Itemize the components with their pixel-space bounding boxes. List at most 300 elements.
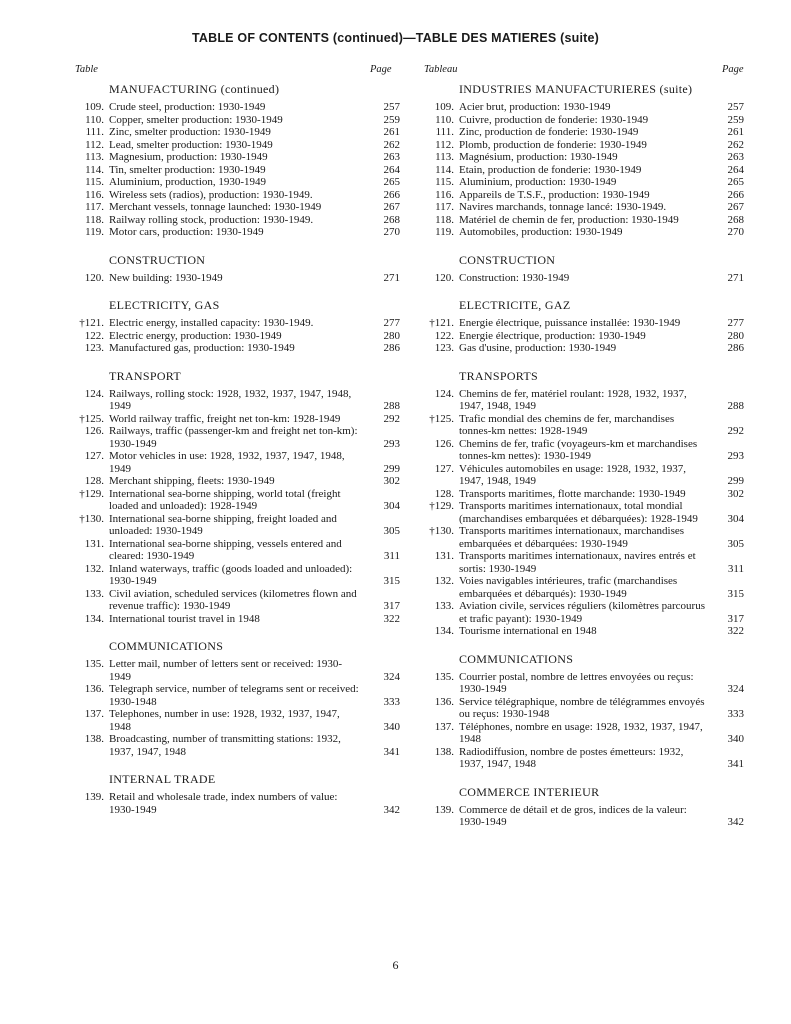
entry-page-number: 311: [383, 550, 400, 562]
entry-title: [109, 733, 364, 758]
section-heading: CONSTRUCTION: [109, 252, 206, 267]
entry-title: [109, 450, 364, 475]
entry-title-text: Etain, production de fonderie: 1930-1949: [459, 163, 642, 176]
entry-page-number: 259: [383, 113, 400, 126]
entry-number: 118.: [85, 213, 104, 226]
entry-title: [109, 189, 364, 202]
entry-title-text: Wireless sets (radios), production: 1930-1949.: [109, 188, 313, 201]
entry-title-text: International tourist travel in 1948: [109, 612, 260, 625]
toc-entry[interactable]: [428, 101, 744, 114]
toc-entry[interactable]: [78, 388, 400, 413]
entry-title-text: Telephones, number in use: 1928, 1932, 1937, 1947, 1948: [109, 708, 340, 733]
entry-page-number: 257: [727, 101, 744, 113]
toc-entry[interactable]: [428, 164, 744, 177]
toc-entry[interactable]: [428, 413, 744, 438]
entry-title-text: New building: 1930-1949: [109, 271, 223, 284]
right-page-label: Page: [722, 64, 744, 75]
entry-title-text: Zinc, production de fonderie: 1930-1949: [459, 126, 639, 138]
entry-number: 116.: [435, 188, 454, 201]
entry-title-text: Automobiles, production: 1930-1949: [459, 226, 623, 238]
toc-entry[interactable]: [428, 463, 744, 488]
entry-title-text: Civil aviation, scheduled services (kilometres flown and revenue traffic): 1930-1949: [109, 587, 357, 612]
entry-title: [459, 696, 708, 721]
toc-entry[interactable]: [78, 101, 400, 114]
entry-page-number: 340: [383, 720, 400, 733]
toc-entry[interactable]: [428, 139, 744, 152]
entry-title: [109, 563, 364, 588]
entry-title: [459, 317, 708, 330]
section-heading: ELECTRICITY, GAS: [109, 298, 220, 312]
entry-page-number: 261: [383, 126, 400, 138]
toc-entry[interactable]: [78, 683, 400, 708]
toc-entry[interactable]: [78, 342, 400, 355]
entry-title-text: World railway traffic, freight net ton-km: 1928-1949: [109, 412, 341, 425]
entry-title-text: Plomb, production de fonderie: 1930-1949: [459, 138, 647, 151]
entry-page-number: 262: [383, 138, 400, 151]
entry-page-number: 324: [383, 670, 400, 683]
entry-title-text: Railways, rolling stock: 1928, 1932, 1937, 1947, 1948, 1949: [109, 387, 352, 412]
entry-page-number: 264: [727, 163, 744, 176]
entry-title-text: Transports maritimes internationaux, marchandises embarquées et débarquées: 1930-1949: [459, 525, 685, 550]
entry-title: [109, 114, 364, 127]
entry-title: [459, 214, 708, 227]
entry-title-text: Retail and wholesale trade, index numbers of value: 1930-1949: [109, 791, 338, 816]
left-column-label: Table: [75, 64, 98, 75]
entry-title: [459, 550, 708, 575]
entry-number: 112.: [435, 138, 454, 151]
toc-entry[interactable]: [78, 201, 400, 214]
entry-page-number: 263: [727, 151, 744, 163]
entry-title: [109, 588, 364, 613]
toc-entry[interactable]: [78, 613, 400, 626]
toc-entry[interactable]: [78, 425, 400, 450]
left-page-label: Page: [370, 64, 392, 75]
entry-title: [459, 746, 708, 771]
toc-section: [428, 785, 744, 829]
entry-number: 127.: [434, 462, 454, 475]
entry-title-text: Railway rolling stock, production: 1930-1949.: [109, 213, 314, 226]
entry-title-text: Merchant shipping, fleets: 1930-1949: [109, 475, 275, 487]
entry-title: [109, 658, 364, 683]
section-heading: TRANSPORTS: [459, 368, 538, 383]
toc-entry[interactable]: [428, 189, 744, 202]
entry-number: †130.: [79, 512, 104, 525]
entry-page-number: 277: [727, 317, 744, 329]
entry-page-number: 265: [383, 176, 400, 188]
toc-entry[interactable]: [78, 513, 400, 538]
entry-page-number: 277: [383, 317, 400, 329]
toc-entry[interactable]: [428, 721, 744, 746]
entry-number: 109.: [84, 101, 104, 113]
entry-title: [459, 139, 708, 152]
entry-title-text: Manufactured gas, production: 1930-1949: [109, 342, 295, 354]
toc-section: [78, 639, 400, 758]
entry-page-number: 304: [383, 500, 400, 512]
entry-number: †121.: [79, 317, 104, 329]
entry-page-number: 333: [383, 695, 400, 708]
entry-title: [109, 413, 364, 426]
section-heading: ELECTRICITE, GAZ: [459, 298, 571, 312]
entry-title-text: Commerce de détail et de gros, indices de la valeur: 1930-1949: [459, 803, 687, 828]
entry-title-text: Gas d'usine, production: 1930-1949: [459, 342, 617, 354]
french-column: [428, 82, 744, 843]
entry-page-number: 286: [383, 342, 400, 354]
toc-entry[interactable]: [428, 226, 744, 239]
entry-title: [459, 126, 708, 139]
entry-title: [459, 101, 708, 114]
toc-section: [78, 253, 400, 285]
entry-title: [109, 126, 364, 139]
entry-page-number: 268: [383, 213, 400, 226]
toc-entry[interactable]: [78, 330, 400, 343]
entry-page-number: 340: [727, 733, 744, 745]
entry-title: [459, 671, 708, 696]
entry-title: [109, 101, 364, 114]
entry-page-number: 341: [383, 745, 400, 758]
entry-page-number: 315: [383, 575, 400, 587]
entry-number: 133.: [84, 587, 104, 600]
entry-number: 127.: [84, 450, 104, 462]
section-heading: TRANSPORT: [109, 368, 181, 383]
entry-page-number: 288: [727, 400, 744, 412]
entry-title-text: Merchant vessels, tonnage launched: 1930-1949: [109, 201, 322, 213]
entry-number: 124.: [434, 387, 454, 400]
entry-page-number: 317: [383, 600, 400, 612]
toc-entry[interactable]: [78, 413, 400, 426]
entry-page-number: 293: [727, 450, 744, 462]
entry-title: [459, 463, 708, 488]
entry-number: 136.: [434, 695, 454, 708]
entry-title: [459, 272, 708, 285]
entry-number: 111.: [435, 126, 454, 138]
entry-number: †129.: [79, 487, 104, 500]
entry-page-number: 333: [727, 708, 744, 720]
entry-title-text: Electric energy, production: 1930-1949: [109, 329, 282, 342]
entry-title-text: Véhicules automobiles en usage: 1928, 1932, 1937, 1947, 1948, 1949: [459, 462, 686, 487]
toc-section: [428, 369, 744, 638]
toc-entry[interactable]: [428, 671, 744, 696]
toc-section: [428, 82, 744, 239]
entry-number: 119.: [435, 226, 454, 238]
entry-page-number: 305: [383, 525, 400, 537]
toc-entry[interactable]: [428, 317, 744, 330]
entry-page-number: 264: [383, 163, 400, 176]
entry-title-text: Telegraph service, number of telegrams sent or received: 1930-1948: [109, 683, 359, 708]
entry-title: [109, 425, 364, 450]
entry-title-text: Magnesium, production: 1930-1949: [109, 151, 268, 163]
entry-number: 113.: [85, 151, 104, 163]
entry-page-number: 322: [383, 612, 400, 625]
toc-entry[interactable]: [428, 696, 744, 721]
entry-title-text: Acier brut, production: 1930-1949: [459, 101, 611, 113]
entry-number: 110.: [85, 113, 104, 126]
toc-entry[interactable]: [78, 791, 400, 816]
entry-number: 135.: [84, 658, 104, 670]
entry-title: [109, 176, 364, 189]
entry-title-text: Zinc, smelter production: 1930-1949: [109, 126, 271, 138]
entry-title-text: Transports maritimes internationaux, total mondial (marchandises embarquées et débarquées): 1928-1949: [459, 500, 698, 525]
toc-entry[interactable]: [78, 538, 400, 563]
section-heading: CONSTRUCTION: [459, 252, 556, 267]
entry-title-text: International sea-borne shipping, vessels entered and cleared: 1930-1949: [109, 537, 342, 562]
entry-title-text: Inland waterways, traffic (goods loaded and unloaded): 1930-1949: [109, 562, 353, 587]
toc-section: [78, 82, 400, 239]
entry-number: 113.: [435, 151, 454, 163]
entry-title: [459, 201, 708, 214]
entry-number: 137.: [84, 708, 104, 720]
entry-page-number: 304: [727, 512, 744, 525]
section-heading: COMMUNICATIONS: [459, 651, 574, 666]
section-heading: COMMERCE INTERIEUR: [459, 784, 600, 799]
entry-number: 112.: [85, 138, 104, 151]
entry-page-number: 270: [727, 226, 744, 238]
toc-entry[interactable]: [428, 438, 744, 463]
entry-title: [459, 575, 708, 600]
entry-page-number: 261: [727, 126, 744, 138]
toc-section: [78, 298, 400, 355]
entry-title-text: Téléphones, nombre en usage: 1928, 1932, 1937, 1947, 1948: [459, 720, 703, 745]
toc-entry[interactable]: [428, 201, 744, 214]
entry-number: 132.: [434, 575, 454, 587]
entry-number: 118.: [435, 213, 454, 226]
entry-title-text: International sea-borne shipping, freight loaded and unloaded: 1930-1949: [109, 512, 337, 537]
entry-title-text: Broadcasting, number of transmitting stations: 1932, 1937, 1947, 1948: [109, 733, 341, 758]
entry-title: [459, 226, 708, 239]
toc-entry[interactable]: [428, 488, 744, 501]
entry-title: [459, 438, 708, 463]
toc-entry[interactable]: [428, 550, 744, 575]
entry-title: [459, 114, 708, 127]
entry-title-text: Voies navigables intérieures, trafic (marchandises embarquées et débarqués): 1930-1949: [459, 575, 678, 600]
entry-number: 138.: [434, 745, 454, 758]
entry-page-number: 302: [383, 475, 400, 487]
entry-number: 138.: [84, 733, 104, 745]
entry-page-number: 342: [727, 816, 744, 828]
toc-entry[interactable]: [428, 388, 744, 413]
entry-number: 132.: [84, 562, 104, 575]
toc-entry[interactable]: [78, 139, 400, 152]
toc-section: [78, 369, 400, 626]
entry-title: [109, 201, 364, 214]
toc-entry[interactable]: [78, 488, 400, 513]
entry-title: [109, 513, 364, 538]
entry-number: †130.: [429, 525, 454, 537]
entry-number: 122.: [434, 329, 454, 342]
toc-entry[interactable]: [78, 126, 400, 139]
toc-entry[interactable]: [78, 317, 400, 330]
toc-entry[interactable]: [428, 625, 744, 638]
entry-number: 115.: [85, 176, 104, 188]
toc-entry[interactable]: [78, 658, 400, 683]
entry-title: [459, 342, 708, 355]
entry-title: [459, 804, 708, 829]
entry-number: 136.: [84, 683, 104, 695]
entry-page-number: 263: [383, 151, 400, 163]
entry-title-text: Chemins de fer, trafic (voyageurs-km et marchandises tonnes-km nettes): 1930-1949: [459, 437, 698, 462]
entry-number: 117.: [85, 201, 104, 213]
entry-page-number: 315: [727, 587, 744, 600]
entry-page-number: 262: [727, 138, 744, 151]
entry-title: [109, 226, 364, 239]
toc-entry[interactable]: [78, 226, 400, 239]
entry-page-number: 267: [383, 201, 400, 213]
entry-title: [109, 488, 364, 513]
entry-title: [109, 475, 364, 488]
entry-number: 137.: [434, 720, 454, 733]
entry-title-text: Letter mail, number of letters sent or received: 1930-1949: [109, 658, 343, 683]
entry-title-text: Aviation civile, services réguliers (kilomètres parcourus et trafic payant): 1930-1949: [459, 600, 705, 625]
entry-number: 110.: [435, 113, 454, 126]
entry-title-text: Magnésium, production: 1930-1949: [459, 151, 618, 163]
toc-entry[interactable]: [428, 330, 744, 343]
entry-title-text: Aluminium, production, 1930-1949: [109, 176, 267, 188]
entry-title-text: Chemins de fer, matériel roulant: 1928, 1932, 1937, 1947, 1948, 1949: [459, 387, 687, 412]
entry-title-text: Copper, smelter production: 1930-1949: [109, 113, 283, 126]
toc-section: [428, 253, 744, 285]
entry-page-number: 324: [727, 683, 744, 695]
toc-entry[interactable]: [428, 600, 744, 625]
entry-page-number: 341: [727, 758, 744, 770]
entry-title: [459, 488, 708, 501]
entry-title: [109, 214, 364, 227]
entry-number: 120.: [434, 271, 454, 284]
entry-page-number: 292: [727, 425, 744, 437]
toc-entry[interactable]: [428, 176, 744, 189]
toc-entry[interactable]: [428, 804, 744, 829]
toc-entry[interactable]: [428, 500, 744, 525]
entry-page-number: 257: [383, 101, 400, 113]
entry-title: [109, 330, 364, 343]
entry-title: [109, 164, 364, 177]
entry-number: 135.: [434, 670, 454, 683]
entry-title: [109, 388, 364, 413]
entry-title-text: Transports maritimes internationaux, navires entrés et sortis: 1930-1949: [459, 550, 696, 575]
section-heading: INTERNAL TRADE: [109, 772, 216, 786]
entry-page-number: 266: [727, 188, 744, 201]
toc-entry[interactable]: [78, 272, 400, 285]
toc-entry[interactable]: [78, 214, 400, 227]
entry-title: [109, 272, 364, 285]
entry-number: 109.: [434, 101, 454, 113]
entry-page-number: 259: [727, 113, 744, 126]
entry-title: [109, 317, 364, 330]
toc-entry[interactable]: [78, 164, 400, 177]
entry-page-number: 305: [727, 537, 744, 550]
toc-entry[interactable]: [78, 475, 400, 488]
entry-page-number: 280: [383, 329, 400, 342]
entry-title: [459, 500, 708, 525]
entry-number: 111.: [85, 126, 104, 138]
toc-entry[interactable]: [428, 214, 744, 227]
entry-page-number: 317: [727, 612, 744, 625]
entry-title-text: Service télégraphique, nombre de télégrammes envoyés ou reçus: 1930-1948: [459, 695, 705, 720]
entry-number: 134.: [84, 612, 104, 625]
entry-number: 134.: [434, 625, 454, 637]
entry-number: 114.: [435, 163, 454, 176]
toc-entry[interactable]: [78, 189, 400, 202]
toc-entry[interactable]: [78, 588, 400, 613]
toc-entry[interactable]: [78, 151, 400, 164]
toc-entry[interactable]: [78, 563, 400, 588]
entry-title: [459, 176, 708, 189]
entry-title: [459, 164, 708, 177]
right-column-label: Tableau: [424, 64, 458, 75]
toc-entry[interactable]: [428, 746, 744, 771]
entry-title: [459, 388, 708, 413]
entry-number: †125.: [79, 412, 104, 425]
page-number: 6: [392, 958, 399, 972]
entry-page-number: 342: [383, 803, 400, 816]
entry-title-text: Transports maritimes, flotte marchande: 1930-1949: [459, 487, 686, 500]
toc-section: [78, 772, 400, 816]
entry-title-text: Courrier postal, nombre de lettres envoyées ou reçus: 1930-1949: [459, 670, 694, 695]
toc-section: [428, 652, 744, 771]
entry-number: 126.: [84, 425, 104, 437]
entry-number: 123.: [84, 342, 104, 354]
entry-page-number: 266: [383, 188, 400, 201]
entry-number: 139.: [434, 803, 454, 816]
entry-number: †125.: [429, 412, 454, 425]
entry-title-text: Tin, smelter production: 1930-1949: [109, 163, 266, 176]
entry-number: †129.: [429, 500, 454, 512]
entry-title-text: Appareils de T.S.F., production: 1930-1949: [459, 188, 650, 201]
toc-entry[interactable]: [428, 272, 744, 285]
entry-title: [459, 413, 708, 438]
toc-entry[interactable]: [78, 114, 400, 127]
toc-entry[interactable]: [78, 708, 400, 733]
entry-number: 117.: [435, 201, 454, 213]
entry-title-text: Lead, smelter production: 1930-1949: [109, 138, 273, 151]
entry-title-text: Crude steel, production: 1930-1949: [109, 101, 266, 113]
toc-entry[interactable]: [428, 525, 744, 550]
entry-title-text: Energie électrique, production: 1930-1949: [459, 329, 646, 342]
entry-title: [109, 139, 364, 152]
toc-entry[interactable]: [78, 176, 400, 189]
entry-title-text: Trafic mondial des chemins de fer, marchandises tonnes-km nettes: 1928-1949: [459, 412, 675, 437]
entry-number: 116.: [85, 188, 104, 201]
entry-page-number: 268: [727, 213, 744, 226]
entry-number: †121.: [429, 317, 454, 329]
entry-page-number: 299: [383, 462, 400, 475]
entry-title: [109, 791, 364, 816]
entry-page-number: 280: [727, 329, 744, 342]
page-title: TABLE OF CONTENTS (continued)—TABLE DES MATIERES (suite): [191, 31, 600, 45]
entry-page-number: 286: [727, 342, 744, 354]
toc-entry[interactable]: [428, 126, 744, 139]
toc-entry[interactable]: [428, 575, 744, 600]
entry-page-number: 299: [727, 475, 744, 487]
entry-title-text: Motor cars, production: 1930-1949: [109, 226, 264, 238]
entry-title-text: Cuivre, production de fonderie: 1930-1949: [459, 113, 649, 126]
toc-entry[interactable]: [428, 151, 744, 164]
toc-entry[interactable]: [428, 114, 744, 127]
toc-entry[interactable]: [428, 342, 744, 355]
entry-number: 122.: [84, 329, 104, 342]
entry-number: 115.: [435, 176, 454, 188]
entry-number: 126.: [434, 437, 454, 450]
entry-title-text: Radiodiffusion, nombre de postes émetteurs: 1932, 1937, 1947, 1948: [459, 745, 684, 770]
entry-title-text: Motor vehicles in use: 1928, 1932, 1937, 1947, 1948, 1949: [109, 450, 345, 475]
entry-title: [109, 538, 364, 563]
entry-title: [109, 613, 364, 626]
entry-title-text: Construction: 1930-1949: [459, 271, 570, 284]
entry-number: 133.: [434, 600, 454, 612]
entry-title: [109, 708, 364, 733]
entry-title: [109, 342, 364, 355]
entry-page-number: 265: [727, 176, 744, 188]
toc-entry[interactable]: [78, 733, 400, 758]
toc-entry[interactable]: [78, 450, 400, 475]
